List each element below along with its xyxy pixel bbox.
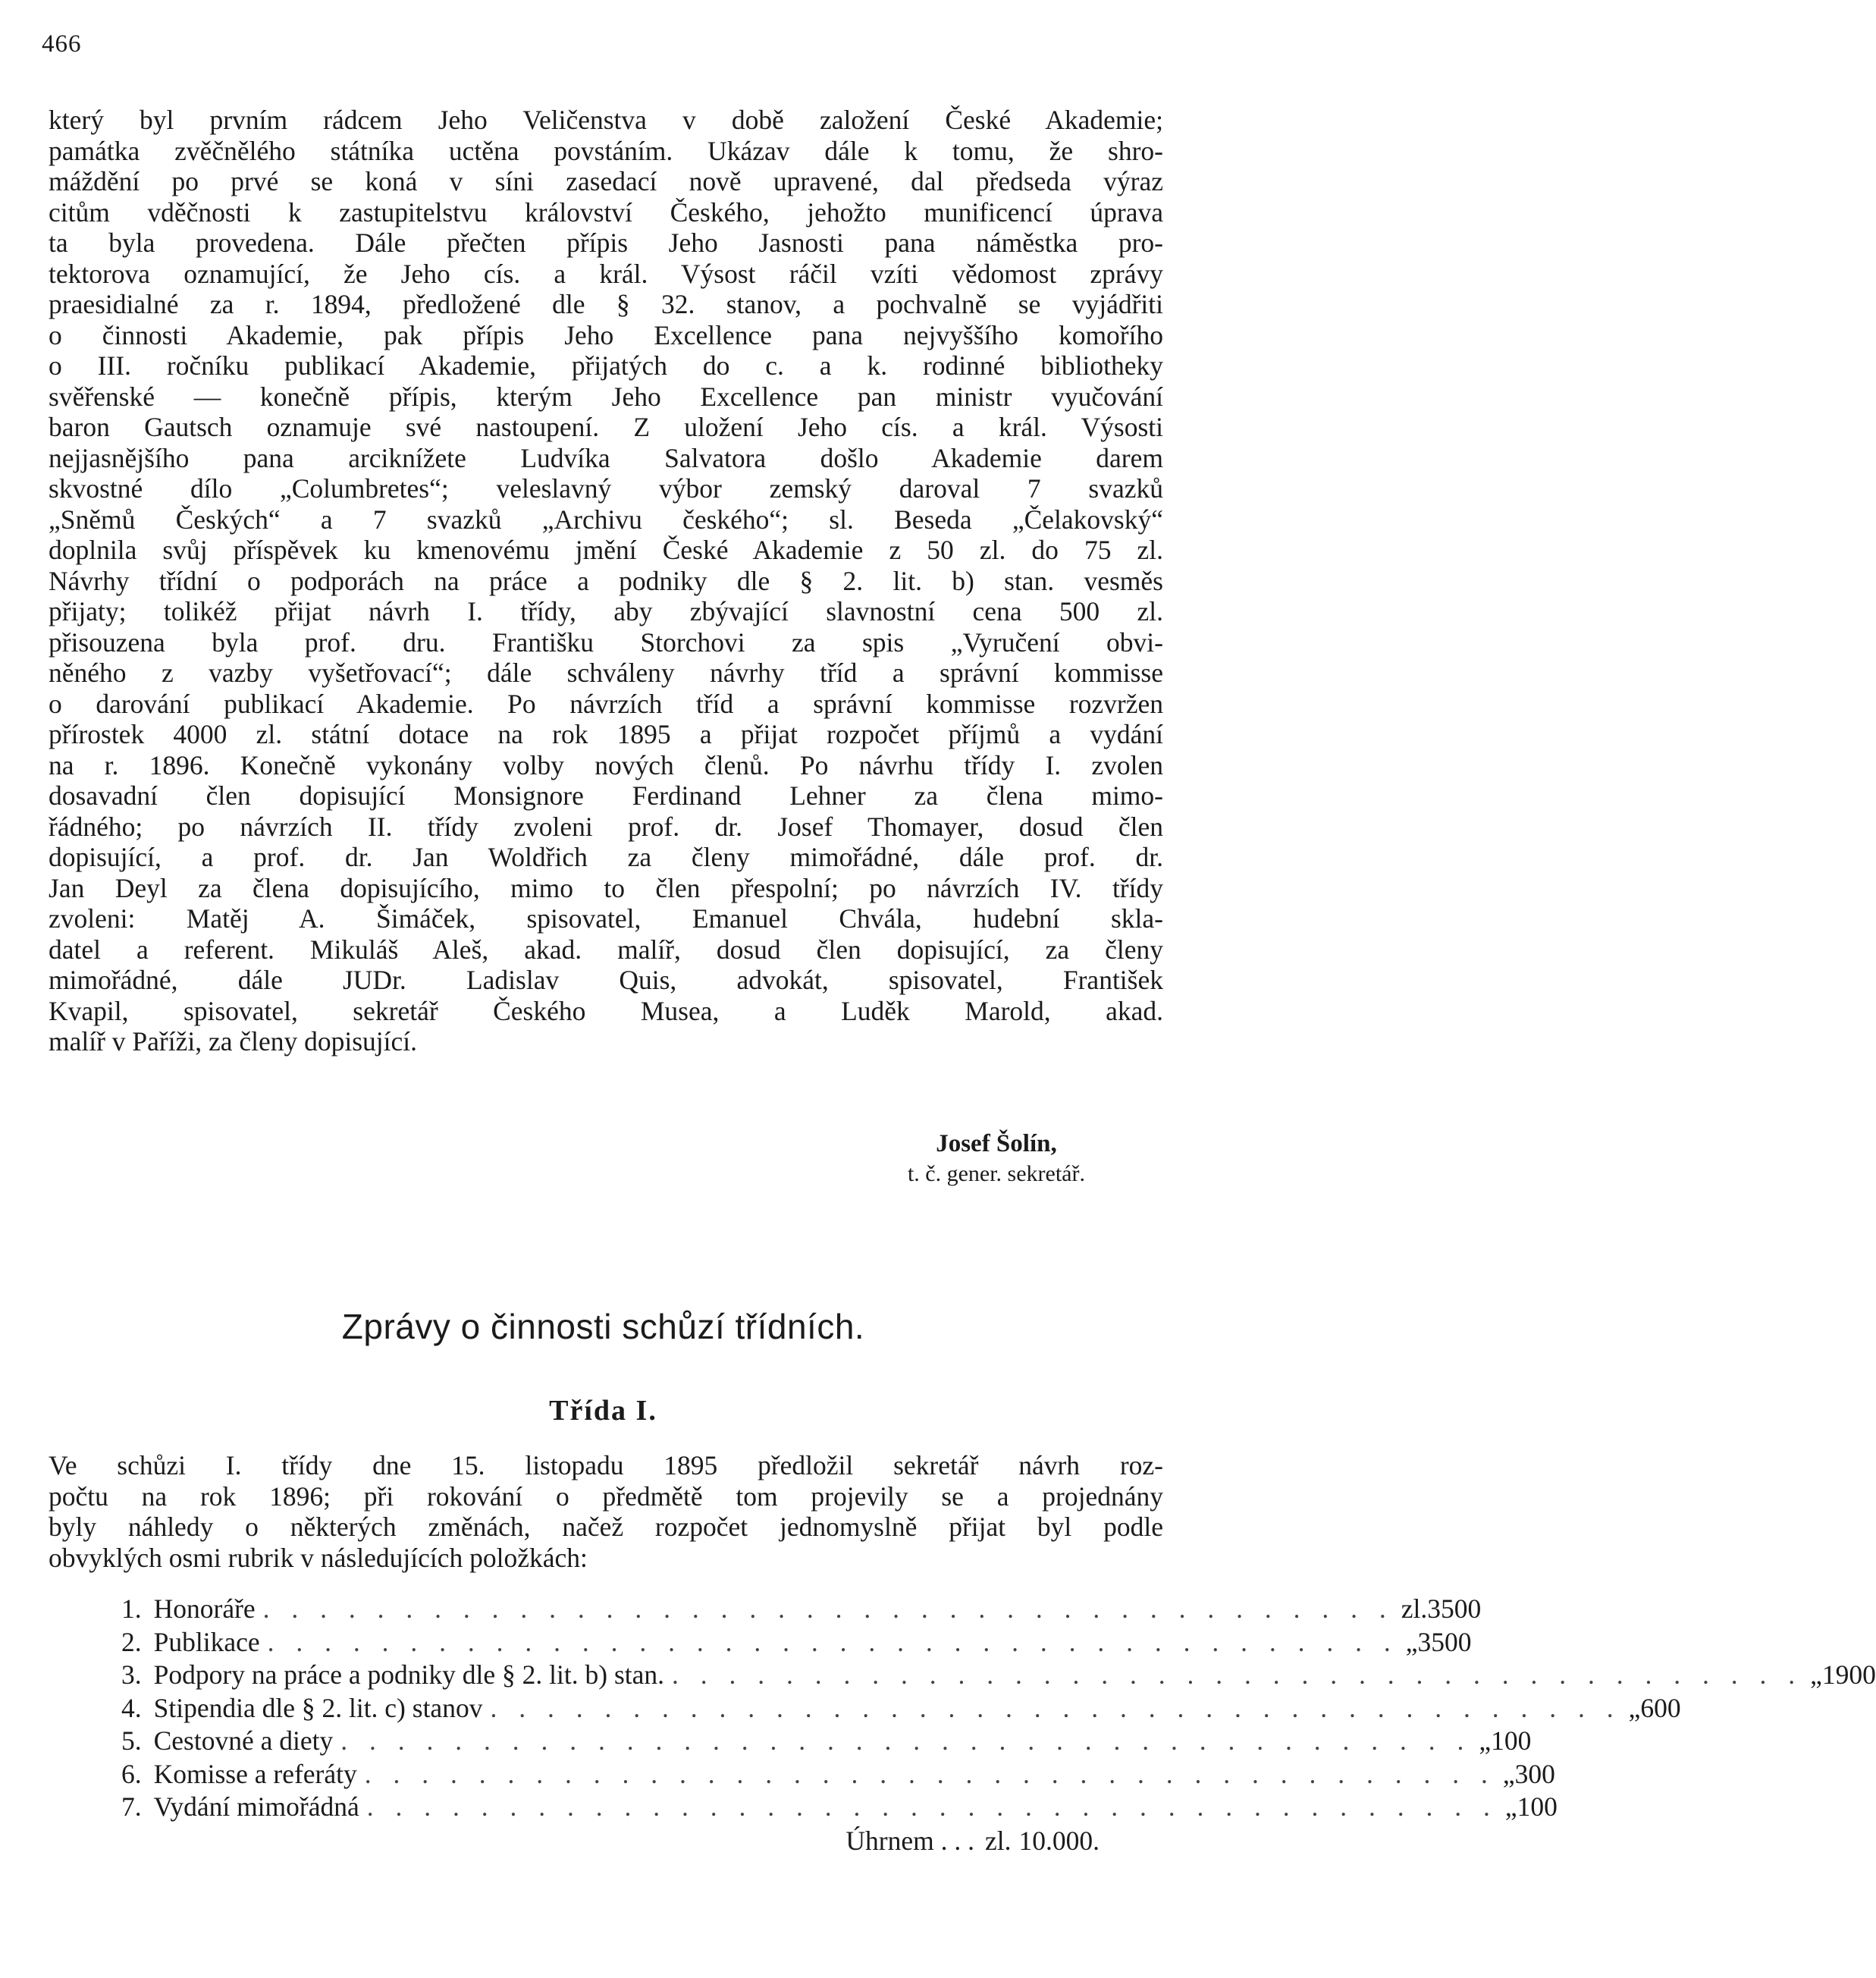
text-line: dosavadní člen dopisující Monsignore Ferdinand Lehner za člena mimo- bbox=[49, 780, 1163, 811]
budget-item-label: Komisse a referáty bbox=[153, 1758, 357, 1789]
text-line: památka zvěčnělého státníka uctěna povstáním. Ukázav dále k tomu, že shro- bbox=[49, 135, 1163, 166]
budget-row bbox=[121, 1791, 1558, 1824]
text-line: Návrhy třídní o podporách na práce a podniky dle § 2. lit. b) stan. vesměs bbox=[49, 565, 1163, 596]
text-line: nejjasnějšího pana arciknížete Ludvíka Salvatora došlo Akademie darem bbox=[49, 442, 1163, 473]
budget-table bbox=[121, 1593, 1876, 1857]
text-line: „Sněmů Českých“ a 7 svazků „Archivu českého“; sl. Beseda „Čelakovský“ bbox=[49, 504, 1163, 535]
budget-item-label: Stipendia dle § 2. lit. c) stanov bbox=[153, 1692, 483, 1723]
dot-leader: . . . . . . . . . . . . . . . . . . . . . . . . . . . . . . . . . . . . . . . . bbox=[340, 1725, 1472, 1756]
text-line: dopisující, a prof. dr. Jan Woldřich za členy mimořádné, dále prof. dr. bbox=[49, 842, 1163, 872]
text-line: skvostné dílo „Columbretes“; veleslavný výbor zemský daroval 7 svazků bbox=[49, 473, 1163, 504]
signature-title: t. č. gener. sekretář. bbox=[907, 1161, 1085, 1186]
dot-leader: . . . . . . . . . . . . . . . . . . . . . . . . . . . . . . . . . . . . . . . . bbox=[672, 1659, 1803, 1690]
budget-item-amount: 100 bbox=[1517, 1791, 1558, 1822]
budget-item-label: Honoráře bbox=[153, 1593, 256, 1624]
text-line: počtu na rok 1896; při rokování o předmětě tom projevily se a projednány bbox=[49, 1480, 1163, 1512]
budget-item-amount: 3500 bbox=[1427, 1593, 1482, 1624]
text-line: citům vděčnosti k zastupitelstvu království Českého, jehožto munificencí úprava bbox=[49, 196, 1163, 228]
budget-item-amount: 3500 bbox=[1417, 1626, 1472, 1657]
budget-row bbox=[121, 1692, 1681, 1725]
budget-item-currency: „ bbox=[1479, 1725, 1492, 1756]
dot-leader: . . . . . . . . . . . . . . . . . . . . . . . . . . . . . . . . . . . . . . . . bbox=[262, 1593, 1394, 1624]
dot-leader: . . . . . . . . . . . . . . . . . . . . . . . . . . . . . . . . . . . . . . . . bbox=[366, 1791, 1498, 1822]
text-line: datel a referent. Mikuláš Aleš, akad. malíř, dosud člen dopisující, za členy bbox=[49, 934, 1163, 965]
budget-item-currency: „ bbox=[1502, 1758, 1515, 1789]
budget-total-label: Úhrnem . . . bbox=[845, 1825, 974, 1856]
budget-total-row bbox=[121, 1824, 1100, 1857]
dot-leader: . . . . . . . . . . . . . . . . . . . . . . . . . . . . . . . . . . . . . . . . bbox=[490, 1692, 1621, 1723]
budget-row bbox=[121, 1626, 1472, 1659]
text-line: který byl prvním rádcem Jeho Veličenstva v době založení České Akademie; bbox=[49, 105, 1163, 135]
text-line: Kvapil, spisovatel, sekretář Českého Musea, a Luděk Marold, akad. bbox=[49, 995, 1163, 1026]
budget-item-number: 1. bbox=[121, 1593, 142, 1624]
budget-total-amount: 10.000. bbox=[1018, 1825, 1100, 1856]
text-line: o darování publikací Akademie. Po návrzích tříd a správní kommisse rozvržen bbox=[49, 688, 1163, 719]
budget-item-amount: 600 bbox=[1640, 1692, 1681, 1723]
text-line: svěřenské — konečně přípis, kterým Jeho Excellence pan ministr vyučování bbox=[49, 381, 1163, 412]
budget-row bbox=[121, 1758, 1555, 1791]
text-line: přírostek 4000 zl. státní dotace na rok 1895 a přijat rozpočet příjmů a vydání bbox=[49, 719, 1163, 749]
text-line: řádného; po návrzích II. třídy zvoleni prof. dr. Josef Thomayer, dosud člen bbox=[49, 811, 1163, 842]
budget-item-number: 2. bbox=[121, 1626, 142, 1657]
section-heading: Zprávy o činnosti schůzí třídních. bbox=[341, 1307, 865, 1346]
budget-item-number: 4. bbox=[121, 1692, 142, 1723]
budget-item-number: 3. bbox=[121, 1659, 142, 1690]
text-line: máždění po prvé se koná v síni zasedací nově upravené, dal předseda výraz bbox=[49, 166, 1163, 196]
text-line: mimořádné, dále JUDr. Ladislav Quis, advokát, spisovatel, František bbox=[49, 965, 1163, 995]
text-line: baron Gautsch oznamuje své nastoupení. Z uložení Jeho cís. a král. Výsosti bbox=[49, 412, 1163, 442]
text-line: přijaty; tolikéž přijat návrh I. třídy, aby zbývající slavnostní cena 500 zl. bbox=[49, 596, 1163, 626]
budget-item-currency: „ bbox=[1810, 1659, 1822, 1690]
page-number: 466 bbox=[42, 30, 82, 58]
text-line: o III. ročníku publikací Akademie, přijatých do c. a k. rodinné bibliotheky bbox=[49, 350, 1163, 381]
budget-row bbox=[121, 1659, 1876, 1692]
budget-item-label: Cestovné a diety bbox=[153, 1725, 334, 1756]
text-line: zvoleni: Matěj A. Šimáček, spisovatel, Emanuel Chvála, hudební skla- bbox=[49, 903, 1163, 934]
text-line: obvyklých osmi rubrik v následujících položkách: bbox=[49, 1542, 588, 1573]
text-line: něného z vazby vyšetřovací“; dále schváleny návrhy tříd a správní kommisse bbox=[49, 658, 1163, 688]
text-line: praesidialné za r. 1894, předložené dle § 32. stanov, a pochvalně se vyjádřiti bbox=[49, 289, 1163, 319]
signature-block bbox=[908, 1129, 1085, 1189]
class-heading: Třída I. bbox=[549, 1395, 657, 1427]
text-line: malíř v Paříži, za členy dopisující. bbox=[49, 1026, 418, 1057]
budget-item-label: Podpory na práce a podniky dle § 2. lit. b) stan. bbox=[153, 1659, 664, 1690]
budget-item-currency: zl. bbox=[1401, 1593, 1428, 1624]
text-line: Jan Deyl za člena dopisujícího, mimo to člen přespolní; po návrzích IV. třídy bbox=[49, 872, 1163, 903]
text-line: byly náhledy o některých změnách, načež rozpočet jednomyslně přijat byl podle bbox=[49, 1512, 1163, 1542]
dot-leader: . . . . . . . . . . . . . . . . . . . . . . . . . . . . . . . . . . . . . . . . bbox=[267, 1626, 1398, 1657]
budget-item-amount: 100 bbox=[1491, 1725, 1532, 1756]
text-line: tektorova oznamující, že Jeho cís. a král. Výsost ráčil vzíti vědomost zprávy bbox=[49, 258, 1163, 289]
text-line: o činnosti Akademie, pak přípis Jeho Excellence pana nejvyššího komořího bbox=[49, 319, 1163, 350]
dot-leader: . . . . . . . . . . . . . . . . . . . . . . . . . . . . . . . . . . . . . . . . bbox=[364, 1758, 1495, 1789]
intro-paragraph bbox=[49, 1450, 1163, 1573]
budget-item-number: 7. bbox=[121, 1791, 142, 1822]
budget-item-amount: 1900 bbox=[1821, 1659, 1876, 1690]
budget-item-label: Publikace bbox=[153, 1626, 260, 1657]
text-line: Ve schůzi I. třídy dne 15. listopadu 1895 předložil sekretář návrh roz- bbox=[49, 1450, 1163, 1480]
budget-item-number: 6. bbox=[121, 1758, 142, 1789]
budget-row bbox=[121, 1725, 1532, 1758]
budget-total-currency: zl. bbox=[985, 1825, 1012, 1856]
budget-item-currency: „ bbox=[1405, 1626, 1418, 1657]
budget-item-number: 5. bbox=[121, 1725, 142, 1756]
budget-item-label: Vydání mimořádná bbox=[153, 1791, 359, 1822]
text-line: přisouzena byla prof. dru. Františku Storchovi za spis „Vyručení obvi- bbox=[49, 626, 1163, 658]
text-line: na r. 1896. Konečně vykonány volby nových členů. Po návrhu třídy I. zvolen bbox=[49, 749, 1163, 780]
text-line: ta byla provedena. Dále přečten přípis Jeho Jasnosti pana náměstka pro- bbox=[49, 228, 1163, 258]
body-paragraph bbox=[49, 105, 1163, 1057]
text-line: doplnila svůj příspěvek ku kmenovému jmění České Akademie z 50 zl. do 75 zl. bbox=[49, 535, 1163, 565]
signature-name: Josef Šolín, bbox=[936, 1130, 1057, 1157]
budget-item-currency: „ bbox=[1628, 1692, 1641, 1723]
budget-item-amount: 300 bbox=[1514, 1758, 1555, 1789]
budget-row bbox=[121, 1593, 1482, 1626]
budget-item-currency: „ bbox=[1504, 1791, 1517, 1822]
